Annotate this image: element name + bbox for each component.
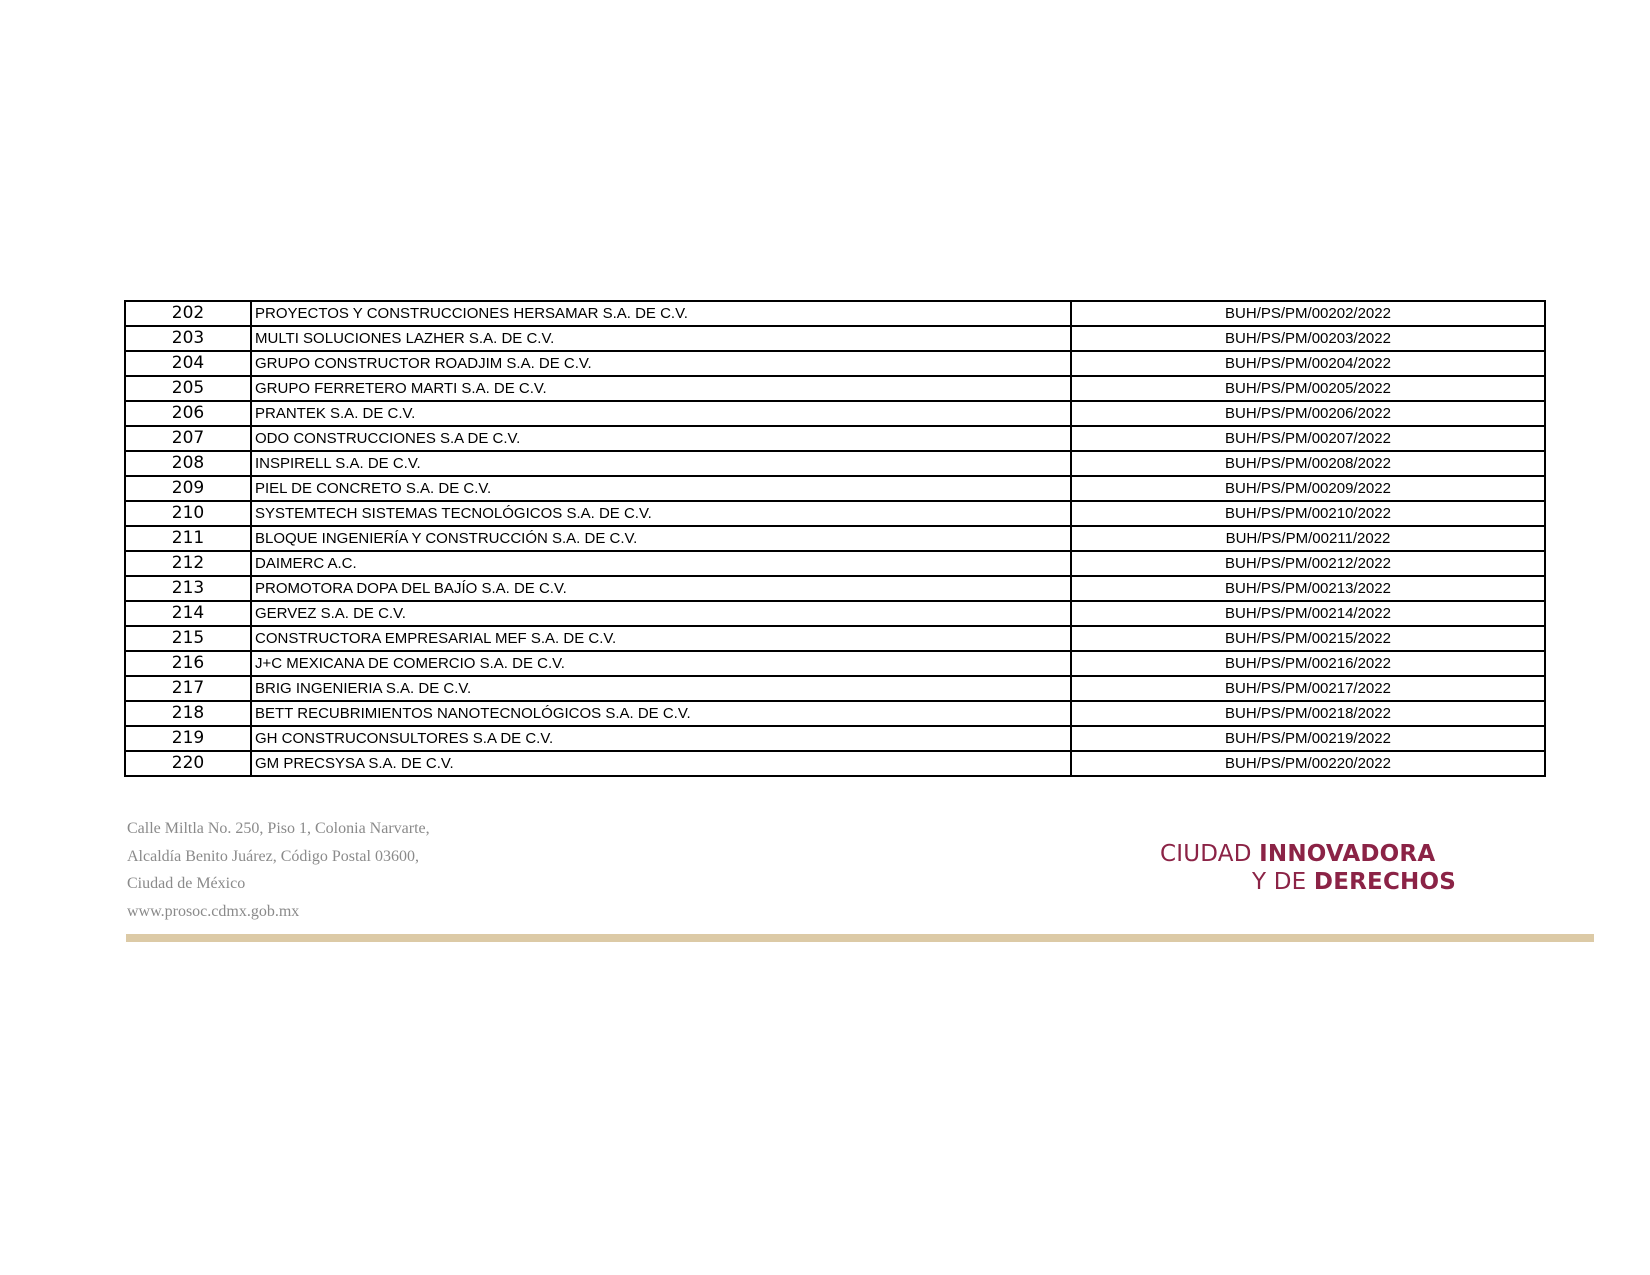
table-row — [125, 376, 1545, 401]
table-row — [125, 576, 1545, 601]
slogan-words-y-de: Y DE — [1252, 869, 1314, 895]
company-name-cell: PROMOTORA DOPA DEL BAJÍO S.A. DE C.V. — [251, 576, 1071, 601]
slogan-line-2 — [1160, 868, 1456, 896]
row-number-cell: 203 — [125, 326, 251, 351]
folio-cell: BUH/PS/PM/00213/2022 — [1071, 576, 1545, 601]
row-number-cell: 217 — [125, 676, 251, 701]
row-number-cell: 218 — [125, 701, 251, 726]
folio-cell: BUH/PS/PM/00217/2022 — [1071, 676, 1545, 701]
row-number-cell: 215 — [125, 626, 251, 651]
table-row — [125, 501, 1545, 526]
row-number-cell: 208 — [125, 451, 251, 476]
folio-cell: BUH/PS/PM/00215/2022 — [1071, 626, 1545, 651]
table-row — [125, 526, 1545, 551]
folio-cell: BUH/PS/PM/00209/2022 — [1071, 476, 1545, 501]
company-name-cell: SYSTEMTECH SISTEMAS TECNOLÓGICOS S.A. DE C.V. — [251, 501, 1071, 526]
folio-cell: BUH/PS/PM/00216/2022 — [1071, 651, 1545, 676]
table-row — [125, 651, 1545, 676]
company-name-cell: PROYECTOS Y CONSTRUCCIONES HERSAMAR S.A. DE C.V. — [251, 301, 1071, 326]
address-line-street: Calle Miltla No. 250, Piso 1, Colonia Narvarte, — [127, 820, 430, 837]
registry-table-body — [125, 301, 1545, 776]
folio-cell: BUH/PS/PM/00203/2022 — [1071, 326, 1545, 351]
row-number-cell: 213 — [125, 576, 251, 601]
slogan-line-1 — [1160, 840, 1456, 868]
table-row — [125, 551, 1545, 576]
company-name-cell: PIEL DE CONCRETO S.A. DE C.V. — [251, 476, 1071, 501]
website-link[interactable]: www.prosoc.cdmx.gob.mx — [127, 902, 300, 920]
slogan-word-innovadora: INNOVADORA — [1259, 841, 1436, 867]
row-number-cell: 220 — [125, 751, 251, 776]
folio-cell: BUH/PS/PM/00207/2022 — [1071, 426, 1545, 451]
slogan-word-ciudad: CIUDAD — [1160, 841, 1260, 867]
row-number-cell: 205 — [125, 376, 251, 401]
company-name-cell: J+C MEXICANA DE COMERCIO S.A. DE C.V. — [251, 651, 1071, 676]
company-name-cell: GERVEZ S.A. DE C.V. — [251, 601, 1071, 626]
row-number-cell: 210 — [125, 501, 251, 526]
table-row — [125, 426, 1545, 451]
folio-cell: BUH/PS/PM/00206/2022 — [1071, 401, 1545, 426]
footer-divider-bar — [126, 934, 1594, 942]
table-row — [125, 451, 1545, 476]
folio-cell: BUH/PS/PM/00204/2022 — [1071, 351, 1545, 376]
company-name-cell: BETT RECUBRIMIENTOS NANOTECNOLÓGICOS S.A. DE C.V. — [251, 701, 1071, 726]
row-number-cell: 212 — [125, 551, 251, 576]
table-row — [125, 326, 1545, 351]
slogan-word-derechos: DERECHOS — [1313, 869, 1456, 895]
table-row — [125, 676, 1545, 701]
company-name-cell: BLOQUE INGENIERÍA Y CONSTRUCCIÓN S.A. DE C.V. — [251, 526, 1071, 551]
table-row — [125, 476, 1545, 501]
company-name-cell: INSPIRELL S.A. DE C.V. — [251, 451, 1071, 476]
company-name-cell: ODO CONSTRUCCIONES S.A DE C.V. — [251, 426, 1071, 451]
row-number-cell: 214 — [125, 601, 251, 626]
row-number-cell: 219 — [125, 726, 251, 751]
folio-cell: BUH/PS/PM/00208/2022 — [1071, 451, 1545, 476]
folio-cell: BUH/PS/PM/00212/2022 — [1071, 551, 1545, 576]
company-name-cell: BRIG INGENIERIA S.A. DE C.V. — [251, 676, 1071, 701]
folio-cell: BUH/PS/PM/00205/2022 — [1071, 376, 1545, 401]
table-row — [125, 751, 1545, 776]
table-row — [125, 626, 1545, 651]
company-name-cell: GM PRECSYSA S.A. DE C.V. — [251, 751, 1071, 776]
table-row — [125, 301, 1545, 326]
folio-cell: BUH/PS/PM/00210/2022 — [1071, 501, 1545, 526]
folio-cell: BUH/PS/PM/00220/2022 — [1071, 751, 1545, 776]
table-row — [125, 701, 1545, 726]
company-name-cell: GH CONSTRUCONSULTORES S.A DE C.V. — [251, 726, 1071, 751]
table-row — [125, 401, 1545, 426]
company-name-cell: GRUPO FERRETERO MARTI S.A. DE C.V. — [251, 376, 1071, 401]
row-number-cell: 202 — [125, 301, 251, 326]
table-row — [125, 726, 1545, 751]
address-line-district: Alcaldía Benito Juárez, Código Postal 03600, — [127, 847, 419, 865]
company-name-cell: CONSTRUCTORA EMPRESARIAL MEF S.A. DE C.V. — [251, 626, 1071, 651]
registry-table — [124, 300, 1546, 777]
company-name-cell: DAIMERC A.C. — [251, 551, 1071, 576]
row-number-cell: 206 — [125, 401, 251, 426]
row-number-cell: 207 — [125, 426, 251, 451]
company-name-cell: GRUPO CONSTRUCTOR ROADJIM S.A. DE C.V. — [251, 351, 1071, 376]
address-line-city: Ciudad de México — [127, 875, 246, 892]
folio-cell: BUH/PS/PM/00218/2022 — [1071, 701, 1545, 726]
footer-address — [127, 815, 430, 925]
folio-cell: BUH/PS/PM/00202/2022 — [1071, 301, 1545, 326]
row-number-cell: 209 — [125, 476, 251, 501]
folio-cell: BUH/PS/PM/00211/2022 — [1071, 526, 1545, 551]
company-name-cell: MULTI SOLUCIONES LAZHER S.A. DE C.V. — [251, 326, 1071, 351]
row-number-cell: 216 — [125, 651, 251, 676]
folio-cell: BUH/PS/PM/00214/2022 — [1071, 601, 1545, 626]
folio-cell: BUH/PS/PM/00219/2022 — [1071, 726, 1545, 751]
table-row — [125, 351, 1545, 376]
row-number-cell: 204 — [125, 351, 251, 376]
company-name-cell: PRANTEK S.A. DE C.V. — [251, 401, 1071, 426]
row-number-cell: 211 — [125, 526, 251, 551]
table-row — [125, 601, 1545, 626]
city-slogan-logo — [1160, 840, 1456, 896]
